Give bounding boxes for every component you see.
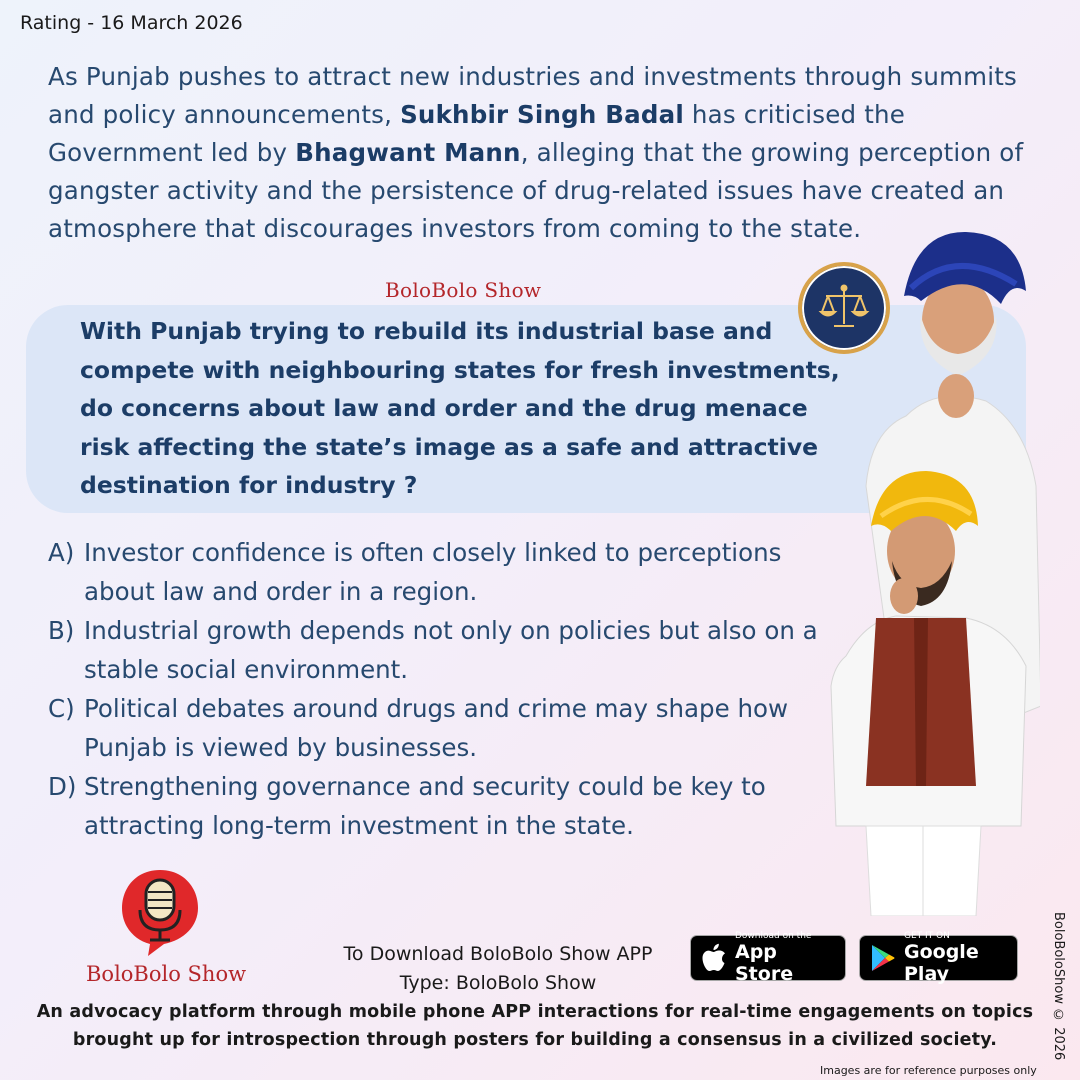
brand-label-top: BoloBolo Show — [385, 278, 542, 302]
option-text: Strengthening governance and security could be key to attracting long-term investment in the state. — [84, 772, 766, 840]
intro-text-3: , alleging that the growing perception of gangster activity and the persistence of drug-related issues have created an atmosphere that discourages investors from coming to the state. — [48, 138, 1024, 243]
footer-line-2: brought up for introspection through posters for building a consensus in a civilized society. — [72, 1030, 998, 1050]
appstore-small-text: Download on the — [735, 931, 812, 941]
option-c — [48, 689, 828, 767]
question-text: With Punjab trying to rebuild its industrial base and compete with neighbouring states for fresh investments, do concerns about law and order and the drug menace risk affecting the state’s image as a safe and attractive destination for industry ? — [80, 317, 840, 499]
option-key: C) — [48, 694, 75, 723]
option-a — [48, 533, 828, 611]
disclaimer-text: Images are for reference purposes only — [820, 1064, 1037, 1077]
option-text: Political debates around drugs and crime may shape how Punjab is viewed by businesses. — [84, 694, 789, 762]
option-b — [48, 611, 828, 689]
option-text: Investor confidence is often closely linked to perceptions about law and order in a region. — [84, 538, 782, 606]
intro-paragraph — [48, 58, 1058, 248]
intro-text-2: has criticised the Government led by — [48, 100, 906, 167]
microphone-icon — [118, 866, 202, 958]
gplay-small-text: GET IT ON — [904, 931, 950, 941]
intro-text-1: As Punjab pushes to attract new industries and investments through summits and policy announcements, — [48, 62, 1017, 129]
options-list — [48, 533, 828, 845]
download-instructions — [320, 940, 676, 998]
option-key: D) — [48, 772, 77, 801]
footer-line-1: An advocacy platform through mobile phone APP interactions for real-time engagements on topics — [36, 1002, 1034, 1022]
apple-icon — [701, 943, 727, 973]
intro-name-sukhbir: Sukhbir Singh Badal — [400, 100, 684, 129]
gplay-big-text: Google Play — [904, 941, 979, 985]
option-key: B) — [48, 616, 75, 645]
footer-tagline — [20, 998, 1050, 1054]
brand-label-bottom: BoloBolo Show — [86, 962, 247, 986]
intro-name-bhagwant: Bhagwant Mann — [295, 138, 521, 167]
download-line-2: Type: BoloBolo Show — [399, 972, 597, 994]
app-store-button[interactable] — [690, 931, 846, 985]
copyright-text: BoloBoloShow © 2026 — [1051, 912, 1066, 1061]
download-line-1: To Download BoloBolo Show APP — [343, 943, 653, 965]
rating-date: 16 March 2026 — [100, 12, 243, 34]
option-text: Industrial growth depends not only on policies but also on a stable social environment. — [84, 616, 818, 684]
rating-date-line — [20, 12, 243, 34]
google-play-icon — [870, 944, 896, 972]
appstore-big-text: App Store — [735, 941, 794, 985]
option-d — [48, 767, 828, 845]
rating-label: Rating - — [20, 12, 95, 34]
politicians-illustration — [826, 226, 1040, 916]
option-key: A) — [48, 538, 75, 567]
google-play-button[interactable] — [859, 931, 1018, 985]
